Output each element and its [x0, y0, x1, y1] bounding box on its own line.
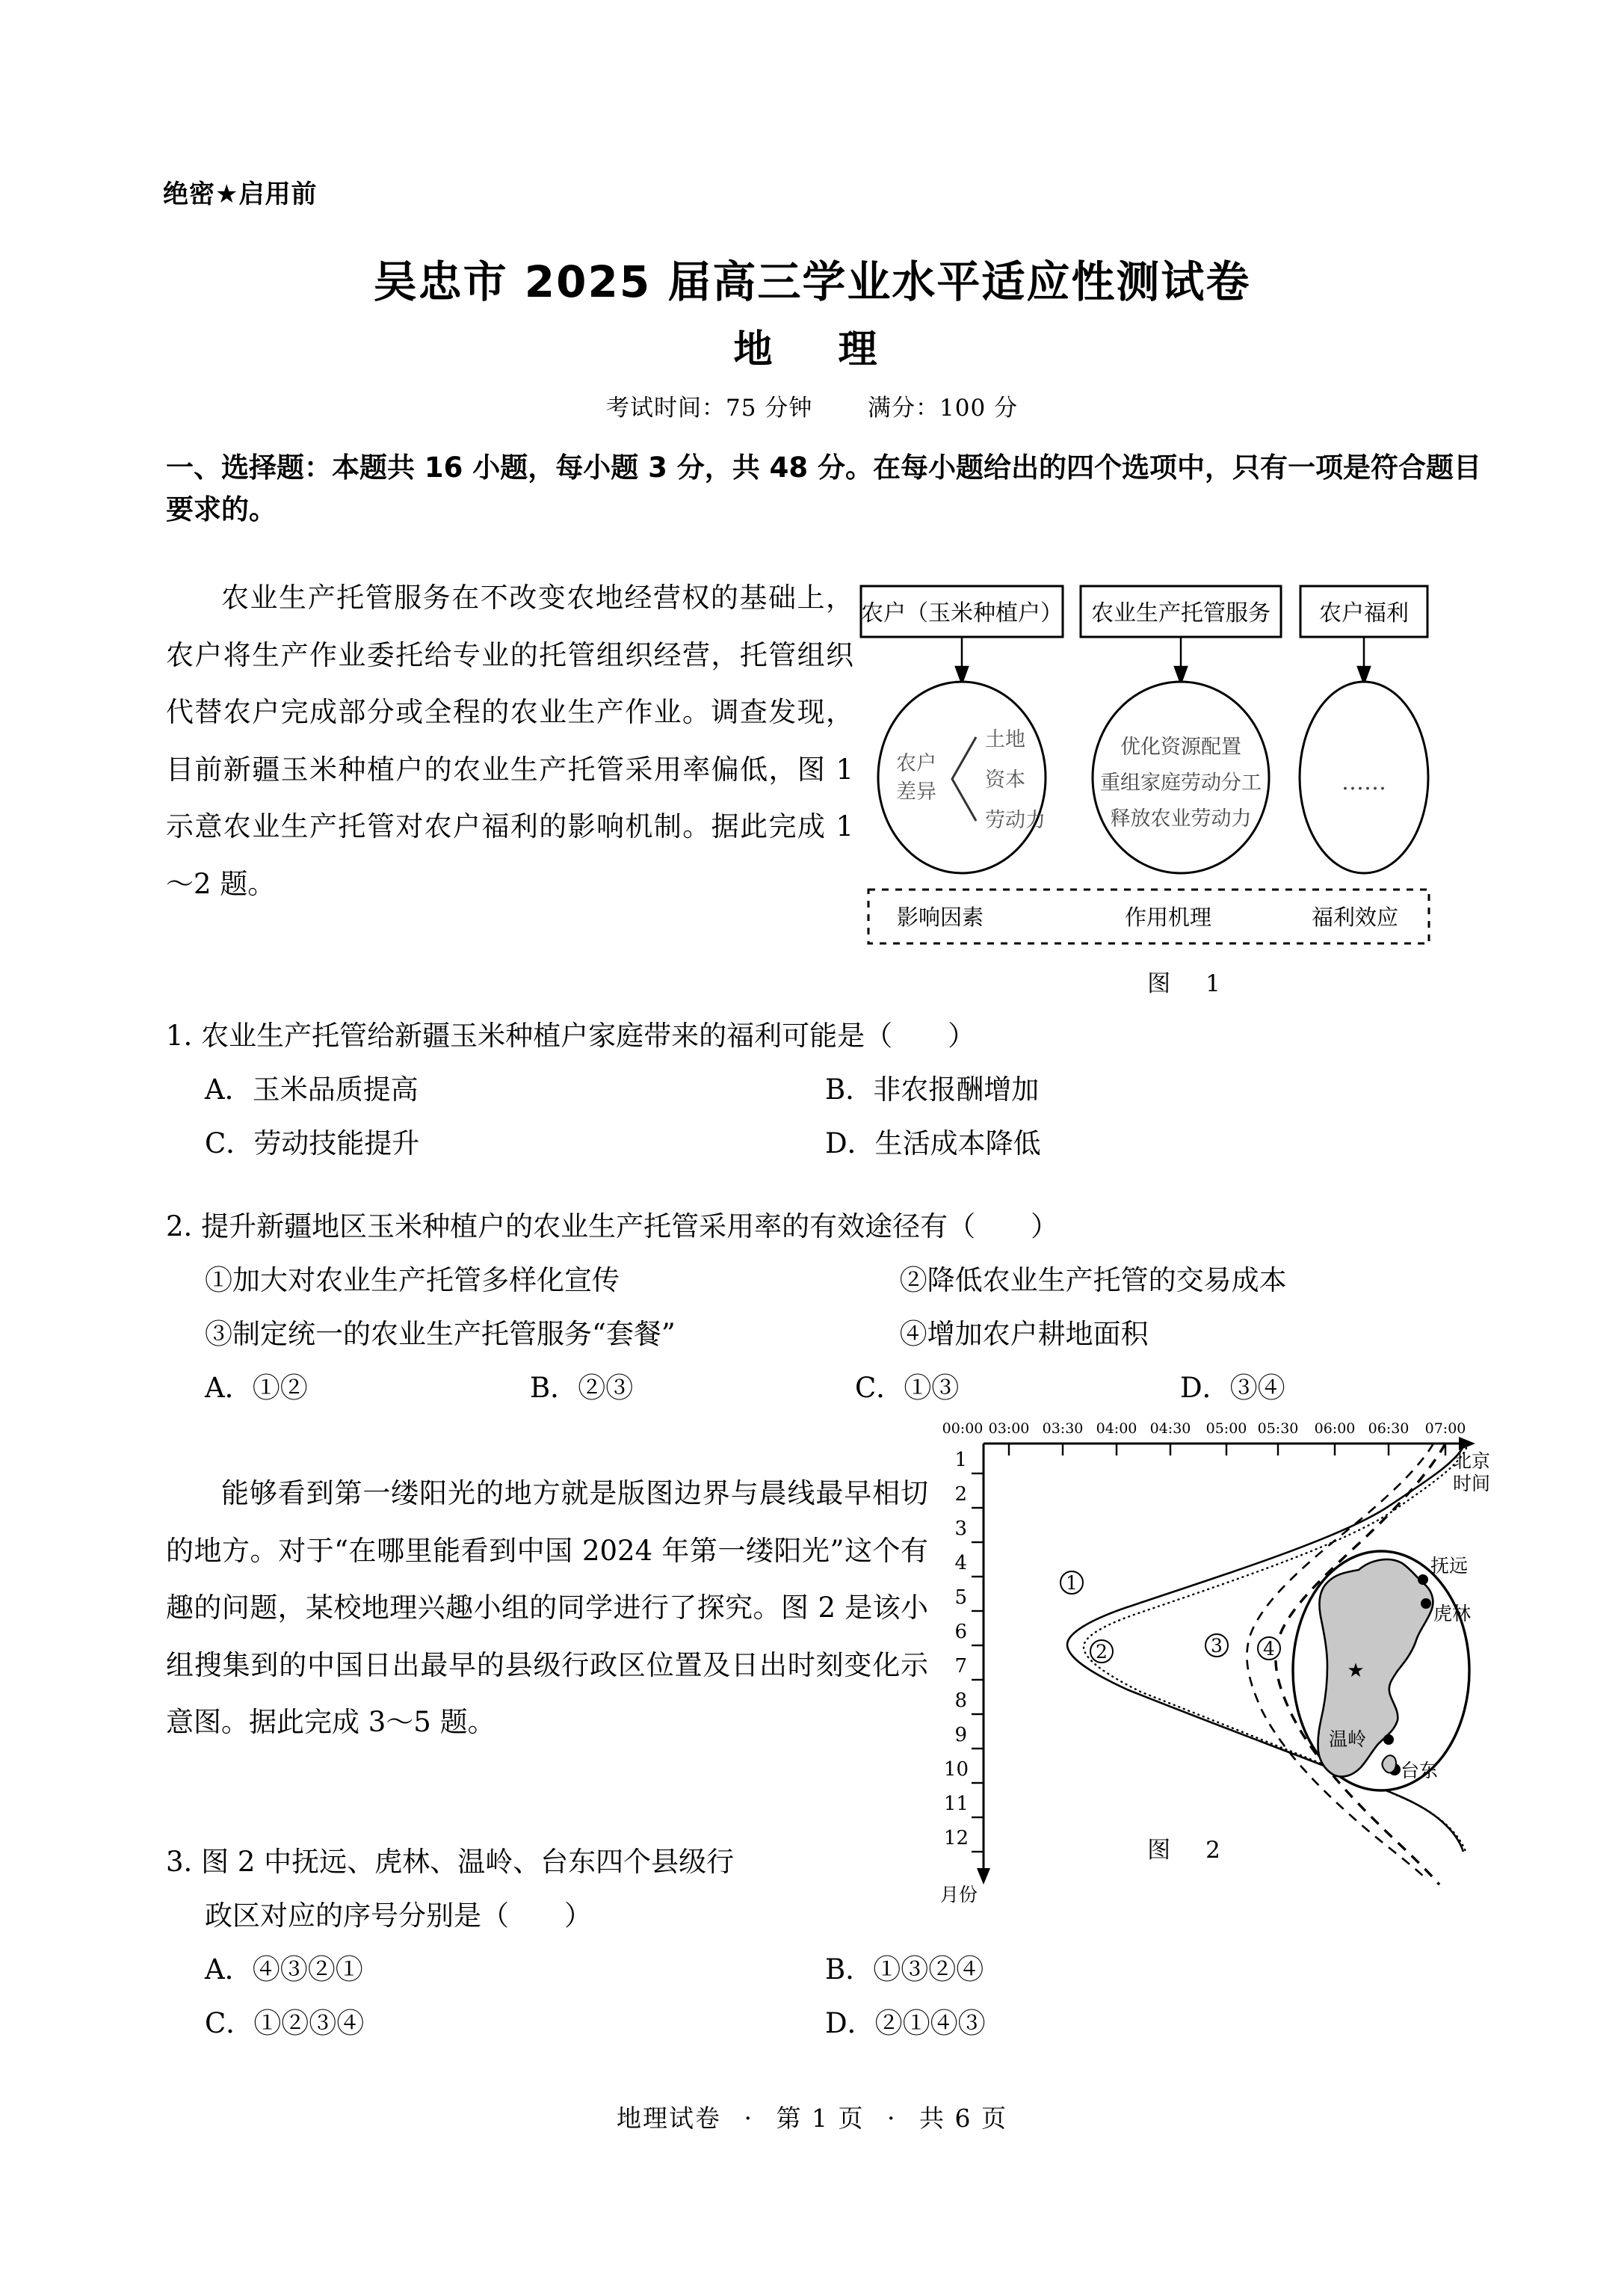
figure2-curve-label-2: 2: [1096, 1641, 1108, 1663]
exam-total-score: 满分：100 分: [868, 395, 1019, 422]
question-3-option-d[interactable]: [825, 1997, 1445, 2051]
question-2-statement-3: ③制定统一的农业生产托管服务“套餐”: [205, 1318, 676, 1351]
option-c-key: C．: [855, 1372, 904, 1405]
x-tick-0: 00:00: [942, 1420, 984, 1437]
exam-meta: [0, 389, 1624, 422]
y-tick-4: 4: [954, 1552, 967, 1574]
figure1-ellipse3-dots: ……: [1342, 769, 1386, 795]
city-dot-hulin: [1421, 1598, 1431, 1609]
option-c-key: C．: [205, 2007, 254, 2040]
x-tick-7: 06:00: [1314, 1420, 1356, 1437]
option-d-text: ③④: [1229, 1372, 1285, 1405]
figure2-label-fuyuan: 抚远: [1430, 1555, 1469, 1577]
question-1-stem: [166, 1009, 1481, 1063]
option-d-text: ②①④③: [874, 2007, 986, 2040]
question-3-stem-line-1: [166, 1835, 1481, 1889]
figure2-curve-label-3: 3: [1211, 1635, 1223, 1657]
figure1-box-farmer-label: 农户（玉米种植户）: [861, 600, 1063, 626]
question-1-options-row-2: [166, 1117, 1407, 1171]
y-tick-5: 5: [954, 1586, 967, 1609]
question-1-option-d[interactable]: [825, 1117, 1445, 1171]
question-2-options-row: [166, 1361, 1505, 1415]
question-3-options-row-1: [166, 1943, 1407, 1997]
figure-1: [858, 583, 1516, 972]
figure2-x-tick-labels: [942, 1420, 1466, 1437]
x-tick-2: 03:30: [1042, 1420, 1084, 1437]
figure1-ellipse2-line-3: 释放农业劳动力: [1110, 807, 1252, 831]
y-tick-3: 3: [954, 1518, 967, 1540]
figure2-x-ticks: [1009, 1444, 1445, 1455]
option-b-text: ②③: [578, 1372, 634, 1405]
figure2-y-axis-label: 月份: [940, 1884, 978, 1906]
question-1-number: 1.: [166, 1020, 193, 1052]
question-3-option-a[interactable]: [166, 1943, 825, 1997]
option-c-text: ①②③④: [253, 2007, 365, 2040]
figure1-ellipse1-item-2: 资本: [985, 768, 1025, 792]
question-3-options-row-2: [166, 1997, 1407, 2051]
figure2-map-inset: [1293, 1551, 1471, 1790]
y-tick-11: 11: [943, 1793, 969, 1815]
option-a-text: ①②: [252, 1372, 308, 1405]
option-b-key: B．: [530, 1372, 578, 1405]
figure1-dashed-label-1: 影响因素: [896, 905, 984, 930]
option-d-text: 生活成本降低: [874, 1127, 1041, 1160]
question-2-statement-2: ②降低农业生产托管的交易成本: [899, 1264, 1287, 1297]
figure-1-caption: 图 1: [1147, 970, 1226, 997]
x-tick-8: 06:30: [1368, 1420, 1410, 1437]
y-tick-6: 6: [954, 1621, 967, 1643]
question-1-option-a[interactable]: [166, 1063, 825, 1117]
question-2-statements-row-2: [166, 1307, 1407, 1361]
figure2-label-taidong: 台东: [1401, 1760, 1439, 1781]
question-2-option-b[interactable]: [530, 1361, 855, 1415]
page-title: 吴忠市 2025 届高三学业水平适应性测试卷: [373, 256, 1251, 307]
y-tick-8: 8: [954, 1689, 967, 1712]
page-footer: [0, 2099, 1624, 2134]
question-3-option-c[interactable]: [166, 1997, 825, 2051]
figure2-curve-label-4: 4: [1263, 1638, 1275, 1660]
city-dot-wenling: [1383, 1734, 1394, 1745]
x-tick-6: 05:30: [1257, 1420, 1299, 1437]
x-tick-3: 04:00: [1096, 1420, 1137, 1437]
figure1-ellipse1-item-3: 劳动力: [985, 809, 1046, 832]
figure1-dashed-label-2: 作用机理: [1124, 905, 1212, 930]
option-b-key: B．: [825, 1953, 874, 1986]
figure1-dashed-label-3: 福利效应: [1311, 905, 1399, 930]
question-2-option-a[interactable]: [205, 1361, 530, 1415]
figure2-y-axis: [944, 1449, 984, 1852]
option-d-key: D．: [825, 2007, 875, 2040]
y-tick-2: 2: [954, 1483, 967, 1506]
question-2-statement-4: ④增加农户耕地面积: [899, 1318, 1149, 1351]
footer-subject: 地理试卷: [617, 2104, 722, 2133]
section-1-heading: 一、选择题：本题共 16 小题，每小题 3 分，共 48 分。在每小题给出的四个选项中，只有一项是符合题目要求的。: [166, 452, 1482, 526]
footer-separator-1: ·: [744, 2104, 754, 2133]
figure1-box-service-label: 农业生产托管服务: [1091, 600, 1271, 626]
question-3-text-line-1: 图 2 中抚远、虎林、温岭、台东四个县级行: [201, 1846, 735, 1878]
question-2-statement-1: ①加大对农业生产托管多样化宣传: [205, 1264, 620, 1297]
option-a-key: A．: [205, 1953, 253, 1986]
question-1-options-row-1: [166, 1063, 1407, 1117]
figure2-x-axis-label-line1: 北京: [1453, 1450, 1491, 1472]
figure2-curve-label-1: 1: [1066, 1572, 1078, 1594]
y-tick-9: 9: [954, 1724, 967, 1746]
footer-separator-2: ·: [887, 2104, 897, 2133]
option-a-key: A．: [205, 1372, 253, 1405]
y-tick-7: 7: [954, 1655, 967, 1678]
figure2-x-axis-label-line2: 时间: [1453, 1473, 1491, 1494]
question-2-option-d[interactable]: [1180, 1361, 1505, 1415]
x-tick-5: 05:00: [1205, 1420, 1247, 1437]
city-dot-fuyuan: [1418, 1574, 1428, 1585]
question-2-statements-row-1: [166, 1254, 1407, 1307]
figure2-label-hulin: 虎林: [1433, 1603, 1472, 1624]
option-c-key: C．: [205, 1127, 254, 1160]
option-b-text: ①③②④: [873, 1953, 984, 1986]
option-a-text: 玉米品质提高: [252, 1073, 419, 1106]
y-tick-10: 10: [943, 1758, 969, 1781]
figure1-arrows: [956, 637, 1370, 683]
question-2-number: 2.: [166, 1210, 193, 1242]
capital-star-icon: ★: [1347, 1660, 1365, 1682]
question-1-option-c[interactable]: [166, 1117, 825, 1171]
figure2-label-wenling: 温岭: [1329, 1728, 1367, 1750]
x-tick-1: 03:00: [988, 1420, 1030, 1437]
figure1-ellipse2-line-1: 优化资源配置: [1120, 736, 1241, 759]
question-2-option-c[interactable]: [855, 1361, 1180, 1415]
question-2: [166, 1200, 1481, 1416]
question-1-option-b[interactable]: [825, 1063, 1445, 1117]
figure2-taiwan-shape: [1383, 1755, 1397, 1772]
question-3: [166, 1835, 1481, 2051]
question-1: [166, 1009, 1481, 1171]
x-tick-4: 04:30: [1149, 1420, 1191, 1437]
question-1-text: 农业生产托管给新疆玉米种植户家庭带来的福利可能是（ ）: [201, 1020, 976, 1052]
figure1-box-welfare-label: 农户福利: [1319, 600, 1409, 626]
question-3-stem-line-2: 政区对应的序号分别是（ ）: [205, 1900, 592, 1932]
option-c-text: ①③: [904, 1372, 960, 1405]
option-d-key: D．: [1180, 1372, 1230, 1405]
option-b-text: 非农报酬增加: [873, 1073, 1040, 1106]
x-tick-9: 07:00: [1424, 1420, 1466, 1437]
option-a-key: A．: [205, 1073, 253, 1106]
option-a-text: ④③②①: [252, 1953, 363, 1986]
subject-title: 地 理: [733, 327, 891, 372]
question-3-number: 3.: [166, 1846, 193, 1878]
figure1-ellipse1-left-line1: 农户: [896, 752, 936, 775]
figure-2-caption: 图 2: [1147, 1837, 1226, 1864]
y-tick-1: 1: [954, 1449, 967, 1471]
question-2-stem: [166, 1200, 1481, 1254]
figure1-ellipse1-item-1: 土地: [985, 728, 1025, 751]
passage-1-text: 农业生产托管服务在不改变农地经营权的基础上，农户将生产作业委托给专业的托管组织经营，托管组织代替农户完成部分或全程的农业生产作业。调查发现，目前新疆玉米种植户的农业生产托管采用率偏低，图 1 示意农业生产托管对农户福利的影响机制。据此完成 1～2 题。: [166, 582, 853, 900]
y-tick-12: 12: [943, 1827, 969, 1849]
option-d-key: D．: [825, 1127, 875, 1160]
exam-duration: 考试时间：75 分钟: [605, 395, 813, 422]
figure1-ellipse1-left-line2: 差异: [896, 780, 936, 804]
option-b-key: B．: [825, 1073, 874, 1106]
option-c-text: 劳动技能提升: [253, 1127, 420, 1160]
question-3-option-b[interactable]: [825, 1943, 1445, 1997]
footer-total-pages: 共 6 页: [919, 2104, 1007, 2133]
confidential-label: 绝密★启用前: [163, 179, 318, 209]
passage-2-text: 能够看到第一缕阳光的地方就是版图边界与晨线最早相切的地方。对于“在哪里能看到中国 2024 年第一缕阳光”这个有趣的问题，某校地理兴趣小组的同学进行了探究。图 2 是该小组搜集到的中国日出最早的县级行政区位置及日出时刻变化示意图。据此完成 3～5 题。: [166, 1477, 928, 1739]
figure1-ellipse2-line-2: 重组家庭劳动分工: [1100, 771, 1262, 795]
footer-page-number: 第 1 页: [776, 2104, 865, 2133]
question-2-text: 提升新疆地区玉米种植户的农业生产托管采用率的有效途径有（ ）: [201, 1210, 1059, 1242]
